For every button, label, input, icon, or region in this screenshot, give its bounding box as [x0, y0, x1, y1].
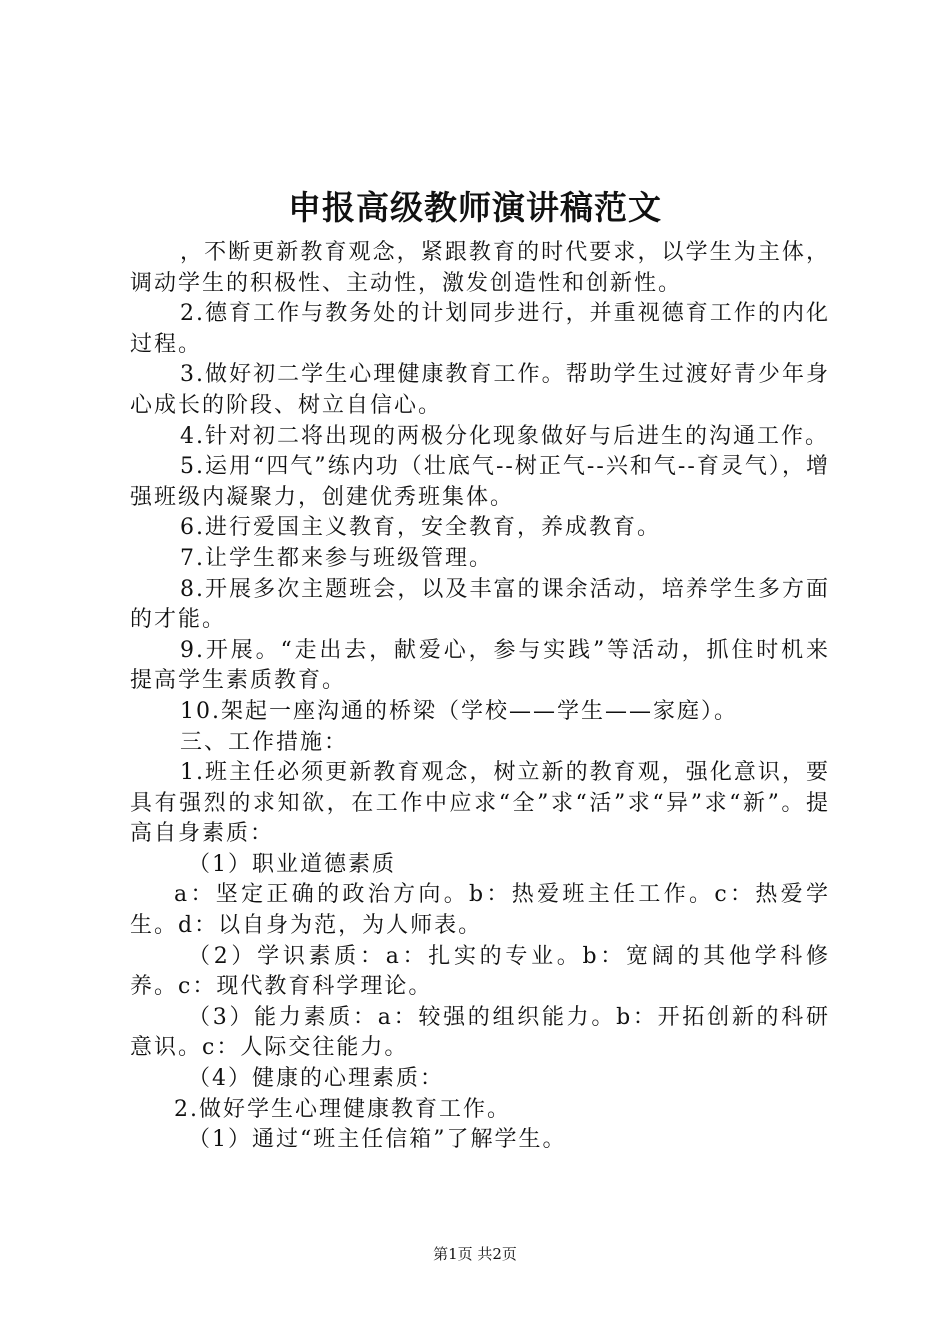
paragraph: ，不断更新教育观念，紧跟教育的时代要求，以学生为主体，调动学生的积极性、主动性，激发创造性和创新性。 — [130, 240, 830, 296]
paragraph: （3）能力素质：a：较强的组织能力。b：开拓创新的科研意识。c：人际交往能力。 — [130, 1004, 830, 1061]
paragraph: 6.进行爱国主义教育，安全教育，养成教育。 — [180, 515, 661, 541]
paragraph: 2.做好学生心理健康教育工作。 — [174, 1096, 511, 1122]
paragraph: 3.做好初二学生心理健康教育工作。帮助学生过渡好青少年身心成长的阶段、树立自信心。 — [130, 362, 830, 418]
paragraph: （1）职业道德素质 — [188, 851, 396, 877]
paragraph: 1.班主任必须更新教育观念，树立新的教育观，强化意识，要具有强烈的求知欲，在工作中应求“全”求“活”求“异”求“新”。提高自身素质： — [130, 760, 830, 847]
page-footer: 第1页 共2页 — [433, 1245, 517, 1263]
paragraph: （2）学识素质：a：扎实的专业。b：宽阔的其他学科修养。c：现代教育科学理论。 — [130, 943, 830, 1000]
paragraph: 10.架起一座沟通的桥梁（学校——学生——家庭）。 — [180, 698, 738, 724]
paragraph: a：坚定正确的政治方向。b：热爱班主任工作。c：热爱学生。d：以自身为范，为人师表。 — [130, 882, 830, 939]
paragraph: 7.让学生都来参与班级管理。 — [180, 545, 493, 571]
paragraph: （4）健康的心理素质： — [188, 1066, 444, 1092]
paragraph: （1）通过“班主任信箱”了解学生。 — [188, 1127, 567, 1153]
document-body — [130, 238, 830, 1156]
paragraph: 8.开展多次主题班会，以及丰富的课余活动，培养学生多方面的才能。 — [130, 576, 830, 633]
paragraph: 9.开展。“走出去，献爱心，参与实践”等活动，抓住时机来提高学生素质教育。 — [130, 637, 830, 694]
paragraph: 2.德育工作与教务处的计划同步进行，并重视德育工作的内化过程。 — [130, 301, 830, 357]
section-heading: 三、工作措施： — [180, 729, 349, 755]
document-title: 申报高级教师演讲稿范文 — [288, 188, 662, 227]
paragraph: 4.针对初二将出现的两极分化现象做好与后进生的沟通工作。 — [180, 423, 829, 449]
paragraph: 5.运用“四气”练内功（壮底气--树正气--兴和气--育灵气），增强班级内凝聚力，创建优秀班集体。 — [130, 454, 830, 510]
